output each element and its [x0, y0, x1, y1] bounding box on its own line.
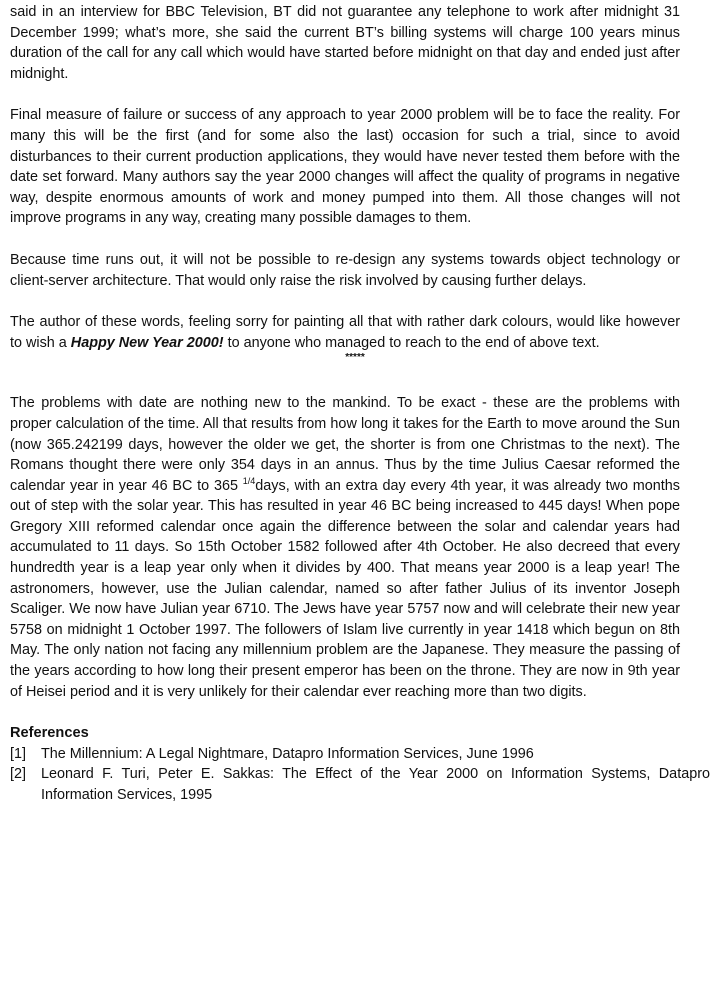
paragraph-author-wish — [10, 312, 680, 353]
reference-item — [10, 764, 710, 805]
paragraph-calendar-history — [10, 393, 680, 702]
reference-number: [1] — [10, 745, 26, 762]
reference-text: Leonard F. Turi, Peter E. Sakkas: The Effect of the Year 2000 on Information Systems, Datapro Information Services, 1995 — [41, 766, 710, 803]
calendar-text-before: The problems with date are nothing new to the mankind. To be exact - these are the problems with proper calculation of the time. All that results from how long it takes for the Earth to move around the Sun (now 365.242199 days, however the older we get, the shorter is from one Christmas to the next). The Romans thought there were only 354 days in an annus. Thus by the time Julius Caesar reformed the calendar year in year 46 BC to 365 — [10, 395, 680, 494]
references-heading: References — [10, 725, 89, 742]
calendar-text-after: days, with an extra day every 4th year, it was already two months out of step with the solar year. This has resulted in year 46 BC being increased to 445 days! When pope Gregory XIII reformed calendar once again the difference between the solar and calendar years had accumulated to 11 days. So 15th October 1582 followed after 4th October. He also decreed that every hundredth year is a leap year only when it divides by 400. That means year 2000 is a leap year! The astronomers, however, use the Julian calendar, named so after father Julius of its inventor Joseph Scaliger. We now have Julian year 6710. The Jews have year 5757 now and will celebrate their new year 5758 on midnight 1 October 1997. The followers of Islam live currently in year 1418 which begun on 8th May. The only nation not facing any millennium problem are the Japanese. They measure the passing of the years according to how long their present emperor has been on the throne. They are now in 9th year of Heisei period and it is very unlikely for their calendar ever reaching more than two digits. — [10, 477, 680, 700]
reference-item — [10, 744, 710, 765]
wish-text-after: to anyone who managed to reach to the end of above text. — [223, 334, 600, 351]
section-separator: ***** — [345, 352, 365, 364]
paragraph-final-measure: Final measure of failure or success of any approach to year 2000 problem will be to face the reality. For many this will be the first (and for some also the last) occasion for such a trial, since to avoid disturbances to their current production applications, they would have never tested them before with the date set forward. Many authors say the year 2000 changes will affect the quality of programs in negative way, despite enormous amounts of work and money pumped into them. All those changes will not improve programs in any way, creating many possible damages to them. — [10, 107, 680, 227]
happy-new-year-emphasis: Happy New Year 2000! — [70, 334, 224, 351]
document-page — [10, 2, 710, 806]
reference-text: The Millennium: A Legal Nightmare, Datapro Information Services, June 1996 — [41, 745, 534, 762]
paragraph-bt-billing: said in an interview for BBC Television, BT did not guarantee any telephone to work after midnight 31 December 1999; what’s more, she said the current BT’s billing systems will charge 100 years minus duration of the call for any call which would have started before midnight on that day and ended just after midnight. — [10, 4, 680, 82]
wish-text-before: The author of these words, feeling sorry for painting all that with rather dark colours, would like however to wish a — [10, 314, 680, 351]
paragraph-time-runs-out: Because time runs out, it will not be possible to re-design any systems towards object technology or client-server architecture. That would only raise the risk involved by causing further delays. — [10, 251, 680, 289]
quarter-fraction: 1/4 — [242, 475, 256, 486]
reference-number: [2] — [10, 766, 26, 783]
